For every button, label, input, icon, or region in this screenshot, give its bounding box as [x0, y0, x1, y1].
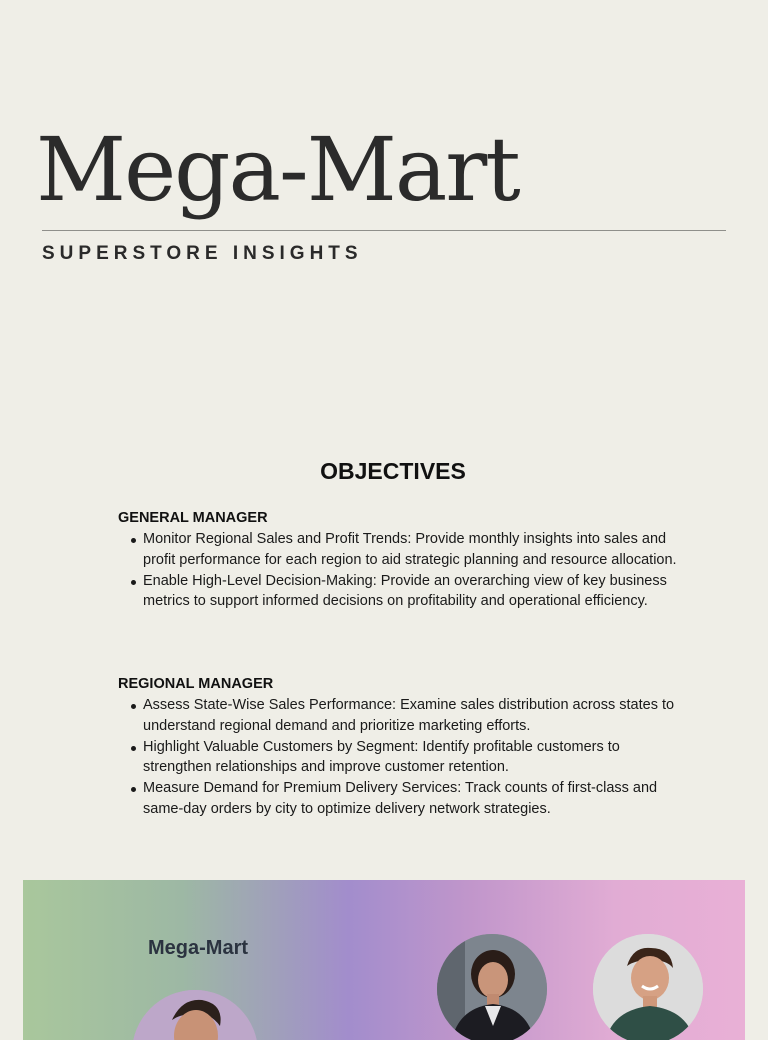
- title-divider: [42, 230, 726, 231]
- list-item: [118, 778, 688, 820]
- objective-list: [118, 529, 688, 612]
- list-item: [118, 737, 688, 779]
- regional-manager-section: [118, 674, 688, 820]
- bullet-icon: [131, 580, 136, 585]
- list-item: [118, 529, 688, 571]
- objective-text: Enable High-Level Decision-Making: Provide an overarching view of key business metrics to support informed decisions on profitability and operational efficiency.: [143, 572, 667, 610]
- bullet-icon: [131, 704, 136, 709]
- banner-title: Mega-Mart: [148, 937, 249, 959]
- bullet-icon: [131, 787, 136, 792]
- general-manager-section: [118, 508, 688, 612]
- objective-text: Monitor Regional Sales and Profit Trends: Provide monthly insights into sales and profit performance for each region to aid strategic planning and resource allocation.: [143, 531, 677, 568]
- role-heading: GENERAL MANAGER: [118, 510, 268, 526]
- page-subtitle: SUPERSTORE INSIGHTS: [42, 243, 363, 264]
- objective-text: Assess State-Wise Sales Performance: Examine sales distribution across states to understand regional demand and prioritize marketing efforts.: [143, 697, 675, 734]
- bullet-icon: [131, 746, 136, 751]
- objective-text: Measure Demand for Premium Delivery Services: Track counts of first-class and same-day orders by city to optimize delivery network strategies.: [143, 780, 658, 817]
- avatar: [593, 934, 703, 1040]
- list-item: [118, 695, 688, 737]
- man-portrait-icon: [593, 934, 703, 1040]
- avatar: [132, 990, 258, 1040]
- bullet-icon: [131, 538, 136, 543]
- role-heading: REGIONAL MANAGER: [118, 676, 274, 692]
- man-portrait-icon: [132, 990, 258, 1040]
- page-title: Mega-Mart: [36, 118, 519, 221]
- objective-text: Highlight Valuable Customers by Segment: Identify profitable customers to strengthen relationships and improve customer retention.: [143, 738, 620, 776]
- team-banner: [23, 880, 745, 1040]
- objective-list: [118, 695, 688, 820]
- woman-portrait-icon: [437, 934, 547, 1040]
- list-item: [118, 571, 688, 613]
- objectives-heading: OBJECTIVES: [320, 458, 466, 484]
- avatar: [437, 934, 547, 1040]
